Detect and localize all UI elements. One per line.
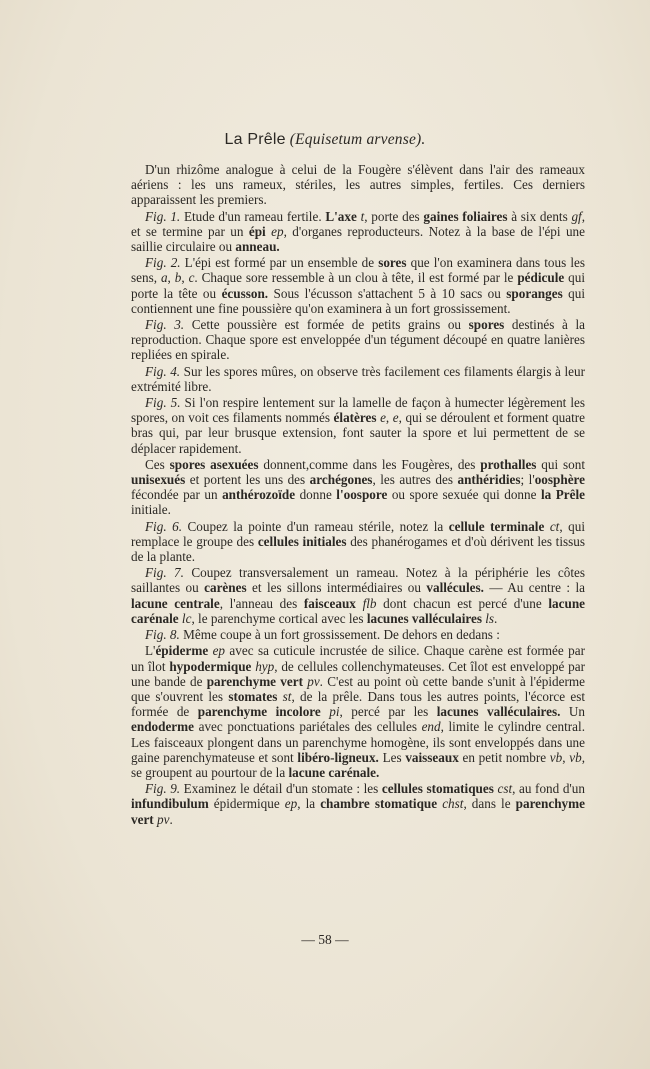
italic-label: hyp xyxy=(255,658,275,674)
italic-label: st xyxy=(282,688,292,704)
page-number: — 58 — xyxy=(301,932,349,947)
text-run: , de cellules collenchymateuses. Cet îlot est enveloppé par une bande de xyxy=(131,658,585,689)
bold-term: stomates xyxy=(228,688,278,704)
bold-term: parenchyme vert xyxy=(131,796,585,827)
text-run: avec sa cuticule incrustée de silice. Chaque carène est formée par un îlot xyxy=(131,643,586,674)
paragraph xyxy=(131,457,585,518)
bold-term: lacune carénale xyxy=(131,595,586,626)
italic-label: ct xyxy=(549,518,560,534)
bold-term: infundibulum xyxy=(131,796,209,812)
italic-label: vb xyxy=(569,749,582,765)
text-run: qui porte la tête ou xyxy=(131,270,585,301)
italic-label: b xyxy=(174,270,182,286)
text-run: , de la prêle. Dans tous les autres points, l'écorce est formée de xyxy=(131,688,585,720)
bold-term: épiderme xyxy=(155,643,209,659)
text-run: L' xyxy=(145,643,156,659)
bold-term: libéro-ligneux. xyxy=(297,749,379,765)
bold-term: chambre stomatique xyxy=(320,796,438,812)
text-run: dont chacun est percé d'une xyxy=(376,595,549,611)
bold-term: cellules initiales xyxy=(257,533,347,549)
text-run xyxy=(356,596,363,611)
bold-term: lacunes valléculaires xyxy=(366,610,482,626)
text-run: . xyxy=(494,610,498,626)
italic-label: Fig. 7. xyxy=(145,565,184,581)
italic-label: t xyxy=(360,208,365,224)
italic-label: Fig. 2. xyxy=(145,255,181,271)
italic-label: pi xyxy=(329,704,340,720)
bold-term: sores xyxy=(378,255,407,271)
text-run xyxy=(321,704,329,719)
italic-label: chst xyxy=(442,796,464,812)
text-run: , l'anneau des xyxy=(219,595,304,611)
text-run: , les autres des xyxy=(372,472,458,488)
bold-term: parenchyme vert xyxy=(206,673,303,689)
paragraph xyxy=(131,364,585,394)
text-run: à six dents xyxy=(507,208,572,224)
paragraph xyxy=(131,317,585,363)
italic-label: e xyxy=(392,410,399,426)
bold-term: pédicule xyxy=(517,270,565,286)
text-run: , se groupent au pourtour de la xyxy=(131,749,585,780)
italic-label: e xyxy=(380,410,386,426)
bold-term: la Prêle xyxy=(540,487,585,503)
bold-term: parenchyme incolore xyxy=(197,704,321,720)
text-run: Sur les spores mûres, on observe très facilement ces filaments élargis à leur extrémité libre. xyxy=(131,363,585,394)
italic-label: gf xyxy=(571,208,582,224)
italic-label: vb xyxy=(549,749,563,765)
text-run: en petit nombre xyxy=(458,749,550,765)
text-run: Cette poussière est formée de petits grains ou xyxy=(184,317,469,333)
bold-term: oosphère xyxy=(534,472,586,488)
italic-label: Fig. 1. xyxy=(145,208,181,224)
italic-label: pv xyxy=(157,811,170,827)
bold-term: épi xyxy=(248,223,266,239)
text-run: , xyxy=(562,749,570,765)
text-run: donne xyxy=(295,487,337,503)
text-run: , qui se déroulent et forment quatre bras qui, par leur brusque extension, font sauter la spore et lui permettent de se déplacer rapidement. xyxy=(131,410,586,456)
bold-term: hypodermique xyxy=(169,658,252,674)
title-name: La Prêle xyxy=(224,131,286,148)
italic-label: a xyxy=(160,270,168,286)
text-run: qui sont xyxy=(536,456,585,472)
text-run: Examinez le détail d'un stomate : les xyxy=(180,781,382,797)
italic-label: Fig. 5. xyxy=(145,395,181,411)
text-run: , xyxy=(181,270,189,286)
text-run: . Chaque sore ressemble à un clou à tête, il est formé par le xyxy=(194,270,518,286)
text-run: Si l'on respire lentement sur la lamelle de façon à humecter légèrement les spores, on voit ces filaments nommés xyxy=(131,395,585,426)
paragraph xyxy=(131,565,585,626)
italic-label: flb xyxy=(362,595,377,611)
italic-label: ls xyxy=(485,610,495,626)
bold-term: anthéridies xyxy=(457,472,521,488)
bold-term: anneau. xyxy=(235,239,280,255)
bold-term: élatères xyxy=(333,410,377,426)
italic-label: Fig. 9. xyxy=(145,781,181,797)
bold-term: anthérozoïde xyxy=(222,487,296,503)
text-run: , la xyxy=(297,796,321,812)
text-run: et portent les uns des xyxy=(185,472,310,488)
text-run: , xyxy=(167,270,175,286)
text-run: . C'est au point où cette bande s'unit à l'épiderme que s'ouvrent les xyxy=(131,673,586,704)
text-run: des phanérogames et d'où dérivent les tissus de la plante. xyxy=(131,533,585,565)
bold-term: spores asexuées xyxy=(169,456,259,472)
text-run: — Au centre : la xyxy=(483,580,586,596)
text-run: , au fond d'un xyxy=(512,781,585,797)
text-run: , d'organes reproducteurs. Notez à la base de l'épi une saillie circulaire ou xyxy=(131,223,586,255)
bold-term: lacune centrale xyxy=(131,595,220,611)
bold-term: L'axe xyxy=(325,208,357,224)
text-run: et les sillons intermédiaires ou xyxy=(246,580,427,596)
italic-label: lc xyxy=(181,610,192,626)
italic-label: ep xyxy=(284,796,298,812)
text-run: destinés à la reproduction. Chaque spore est enveloppée d'un tégument découpé en quatre lanières repliées en spirale. xyxy=(131,317,585,363)
bold-term: archégones xyxy=(309,472,373,488)
text-run: ; l' xyxy=(520,472,535,488)
italic-label: Fig. 4. xyxy=(145,363,181,379)
paragraph xyxy=(131,781,585,827)
bold-term: spores xyxy=(468,317,505,333)
bold-term: prothalles xyxy=(480,456,537,472)
text-run: , limite le cylindre central. Les faisceaux plongent dans un parenchyme homogène, ils sont enveloppés dans une gaine parenchymateuse et sont xyxy=(131,719,585,765)
text-run: Ces xyxy=(145,456,170,472)
text-run: L'épi est formé par un ensemble de xyxy=(180,255,379,271)
paragraph xyxy=(131,162,585,208)
paragraph xyxy=(131,395,585,456)
text-run: . xyxy=(169,811,173,827)
text-run: initiale. xyxy=(131,502,171,518)
bold-term: vallécules. xyxy=(426,580,484,596)
text-run: , le parenchyme cortical avec les xyxy=(191,610,367,626)
italic-label: ep xyxy=(271,223,284,239)
bold-term: écusson. xyxy=(221,285,269,301)
text-run: qui contiennent une fine poussière qu'on examinera à un fort grossissement. xyxy=(131,285,585,316)
text-run: , dans le xyxy=(463,796,516,812)
text-run: , qui remplace le groupe des xyxy=(131,518,585,549)
text-run: ou spore sexuée qui donne xyxy=(387,487,541,503)
bold-term: carènes xyxy=(204,580,247,596)
text-run: Même coupe à un fort grossissement. De dehors en dedans : xyxy=(179,627,500,643)
italic-label: end xyxy=(421,719,441,735)
bold-term: sporanges xyxy=(506,285,563,301)
bold-term: unisexués xyxy=(131,472,186,488)
text-run: , et se termine par un xyxy=(131,208,586,239)
paragraph xyxy=(131,255,585,316)
text-run: Coupez transversalement un rameau. Notez à la périphérie les côtes saillantes ou xyxy=(131,565,585,596)
bold-term: endoderme xyxy=(131,719,194,735)
text-run: D'un rhizôme analogue à celui de la Fougère s'élèvent dans l'air des rameaux aériens : les uns rameux, stériles, les autres simples, fertiles. Ces derniers apparaissent les premiers. xyxy=(131,162,585,208)
text-run: donnent,comme dans les Fougères, des xyxy=(258,456,481,472)
body-text xyxy=(131,162,585,827)
text-run: fécondée par un xyxy=(131,487,223,503)
italic-label: pv xyxy=(307,673,320,689)
text-run: Etude d'un rameau fertile. xyxy=(180,208,326,224)
bold-term: l'oospore xyxy=(336,487,388,503)
text-run: épidermique xyxy=(208,796,285,812)
italic-label: ep xyxy=(212,643,226,659)
bold-term: lacunes valléculaires. xyxy=(436,704,561,720)
bold-term: gaines foliaires xyxy=(423,208,508,224)
italic-label: Fig. 3. xyxy=(145,317,185,333)
text-run: Un xyxy=(560,704,585,720)
paragraph xyxy=(131,627,585,642)
bold-term: cellules stomatiques xyxy=(381,781,494,797)
bold-term: faisceaux xyxy=(303,595,356,611)
text-run: , xyxy=(385,410,393,426)
bold-term: lacune carénale. xyxy=(288,764,380,780)
italic-label: cst xyxy=(497,781,513,797)
text-run: avec ponctuations pariétales des cellules xyxy=(194,719,422,735)
paragraph xyxy=(131,643,585,780)
title-species: (Equisetum arvense). xyxy=(289,131,426,148)
paragraph xyxy=(131,519,585,565)
italic-label: Fig. 8. xyxy=(145,627,180,643)
text-run: Coupez la pointe d'un rameau stérile, notez la xyxy=(182,518,449,534)
page-title xyxy=(0,131,650,149)
text-run: que l'on examinera dans tous les sens, xyxy=(131,255,585,286)
text-run: , percé par les xyxy=(339,704,437,720)
italic-label: Fig. 6. xyxy=(145,518,182,534)
paragraph xyxy=(131,209,585,255)
bold-term: vaisseaux xyxy=(405,749,459,765)
text-run: Les xyxy=(378,749,406,765)
italic-label: c xyxy=(188,270,195,286)
text-run: , porte des xyxy=(364,208,424,224)
bold-term: cellule terminale xyxy=(448,518,545,534)
text-run: Sous l'écusson s'attachent 5 à 10 sacs ou xyxy=(268,285,507,301)
